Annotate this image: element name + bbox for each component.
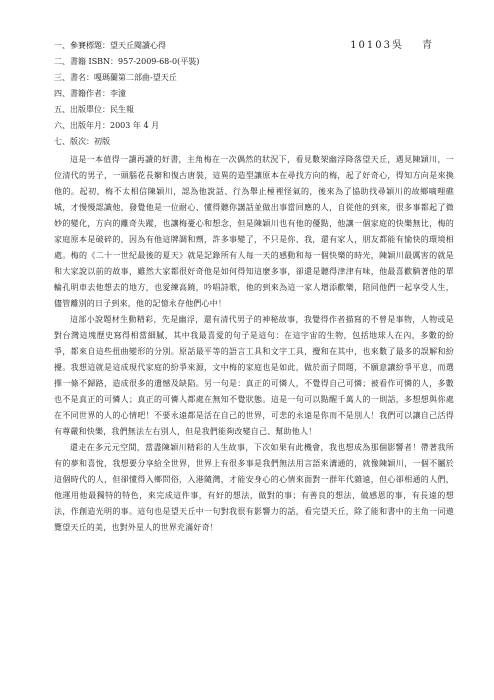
- meta-book-title: 三、書名：嘎瑪蘭第二部曲-望天丘: [54, 73, 177, 82]
- student-surname: 吳: [392, 40, 404, 51]
- meta-isbn: 二、書籍 ISBN：957-2009-68-0(平裝): [54, 57, 200, 66]
- essay-body: [54, 152, 454, 536]
- paragraph-reflection: 還走在多元元空間，當盡陳穎川精彩的人生故事，下次如果有此機會，我也想成為那個影響者！帶著我所有的夢和喜悅，我想要分享給全世界，世界上有很多事是我們無法用言語來溝通的，就像陳穎川，一個不屬於這個時代的人，但卻懂得入鄉問俗，入港隨灣，才能安身心的心情來面對一群年代雜遠，但心卻相通的人們，他運用他最獨特的特色，來完成這件事，有好的想法，做對的事；有善良的想法，做感恩的事，有長遠的想法，作創造光明的事。這句也是望天丘中一句對我很有影響力的話，看完望天丘，除了能和書中的主角一同遨覽望天丘的美，也對外星人的世界充滿好奇！: [54, 443, 454, 532]
- meta-book-author: 四、書籍作者：李潼: [54, 89, 126, 98]
- class-id: 10103: [350, 40, 392, 51]
- meta-edition: 七、版次：初版: [54, 137, 110, 146]
- paragraph-analysis: 這部小說題材生動精彩，先是幽浮，還有清代男子的神秘故事，我覺得作者描寫的不曾是事物，人物或是對台灣這塊歷史寫得相當細膩，其中我最喜愛的句子是這句：在這宇宙的生物，包括地球人在內，多數的紛爭，都來自這些扭曲變形的分別。原話最平等的語言工具和文字工具，攪和在其中，也來數了最多的誤解和紛擾。我想這就是這成現代家庭的紛爭來源，文中梅的家庭也是如此，做於面子問題，不願意讓紛爭平息，而選擇一條不歸路，造成很多的遺憾及缺陷。另一句是：真正的可憐人，不覺得自己可憐；被看作可憐的人，多數也不是真正的可憐人；真正的可憐人都處在無知不覺狀態。這是一句可以點醒千萬人的一則話，多想想與你處在不同世界的人的心情吧！不要永遠都是活在自己的世界，可悲的永遠是你而不是別人！我們可以讓自己活得有尊嚴和快樂，我們無法左右別人，但是我們能夠改變自己、幫助他人！: [54, 315, 454, 436]
- author-info: [350, 38, 434, 54]
- meta-publish-date: 六、出版年月：2003 年 4 月: [54, 121, 160, 130]
- title-row: [54, 38, 454, 54]
- meta-publisher: 五、出版單位：民生報: [54, 105, 134, 114]
- student-given-name: 青: [422, 40, 434, 51]
- paragraph-summary: 這是一本值得一讀再讀的好書，主角梅在一次偶然的狀況下，看見數架幽浮降落望天丘，遇見陳穎川，一位清代的男子，一頭腦花長辮和復古唐裝，這異的造型讓原本在尋找方向的梅，起了好奇心，得知方向是來換他的。起初，梅不太相信陳穎川，認為他說話、行為舉止極裡怪氣的，後來為了協助找尋穎川的故鄉嘀哩礁城，才慢慢認識他，發覺他是一位耐心、懂得聽你講話並做出事當回應的人，自從他的到來，很多事都起了微妙的變化，方向的離奇失蹤，也讓梅憂心和想念，但是陳穎川也有他的優點，他讓一個家庭的快樂無比，梅的家庭原本是破碎的，因為有他這牌調和劑，許多事變了，不只是你、我，還有家人，朋友都能有愉快的環境相處。梅的《二十一世紀最後的夏天》就是記錄所有人每一天的感動和每一個快樂的時光，陳穎川最厲害的就是和大家說以前的故事，雖然大家都很好奇他是如何得知這麼多事，卻還是聽得津津有味，他最喜歡騎著他的單輪孔明車去他想去的地方，也愛練高蹺，吟唱詩歌，他的到來為這一家人增添歡樂，陪同他們一起享受人生，儘管離別的日子到來，他的記憶永存他們心中！: [54, 155, 454, 308]
- contest-title: 一、參賽標題：望天丘閱讀心得: [54, 41, 166, 50]
